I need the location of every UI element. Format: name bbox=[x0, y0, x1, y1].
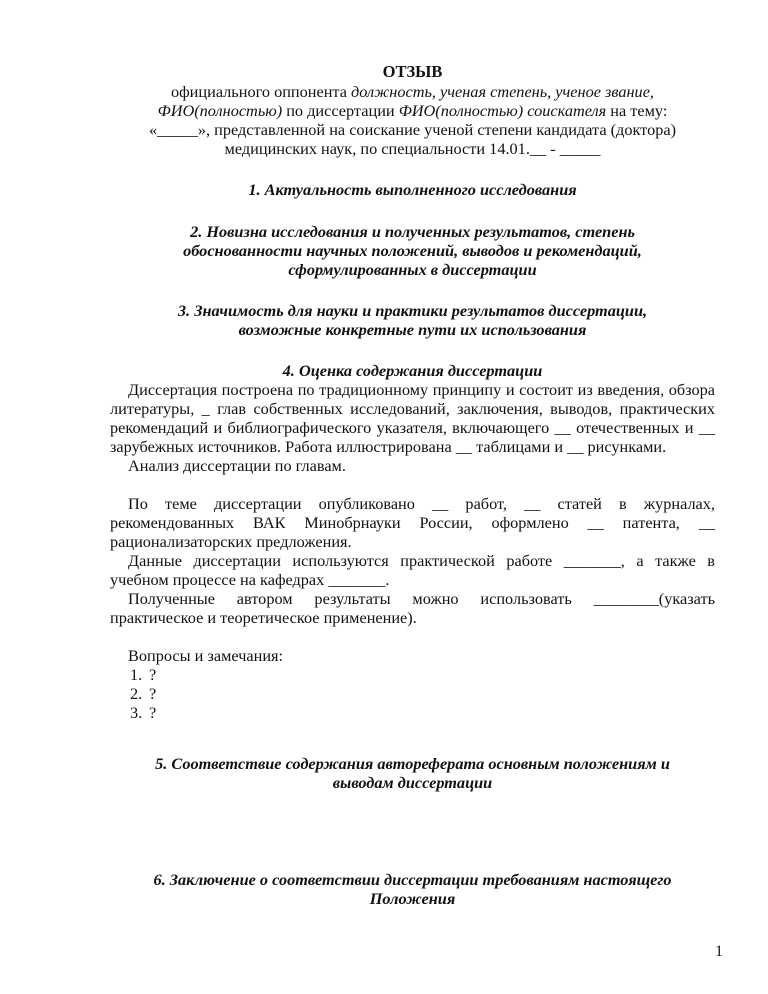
header-line-2-italic-2: ФИО(полностью) соискателя bbox=[398, 101, 607, 120]
header-line-3: «_____», представленной на соискание ученой степени кандидата (доктора) bbox=[148, 120, 676, 139]
question-number: 3. bbox=[130, 703, 143, 722]
paragraph-analysis: Анализ диссертации по главам. bbox=[128, 456, 346, 475]
questions-list bbox=[110, 665, 715, 722]
section-6-line-2: Положения bbox=[369, 889, 456, 908]
header-line-2 bbox=[110, 101, 715, 120]
section-4-heading: 4. Оценка содержания диссертации bbox=[282, 361, 543, 380]
question-item bbox=[130, 703, 715, 722]
section-6-line-1: 6. Заключение о соответствии диссертации требованиям настоящего bbox=[153, 870, 672, 889]
section-3-line-1: 3. Значимость для науки и практики результатов диссертации, bbox=[177, 301, 648, 320]
header-line-2-suffix: на тему: bbox=[606, 101, 668, 120]
header-line-1 bbox=[110, 82, 715, 101]
section-1-heading: 1. Актуальность выполненного исследования bbox=[248, 180, 577, 199]
section-2-heading bbox=[110, 222, 715, 279]
question-text: ? bbox=[149, 703, 157, 722]
paragraph-publications: По теме диссертации опубликовано __ работ, __ статей в журналах, рекомендованных ВАК Минобрнауки России, оформлено __ патента, __ рационализаторских предложения. bbox=[110, 494, 715, 551]
paragraph-results: Полученные автором результаты можно использовать ________(указать практическое и теоретическое применение). bbox=[110, 589, 715, 627]
section-3-line-2: возможные конкретные пути их использования bbox=[238, 320, 587, 339]
header-line-1-italic: должность, ученая степень, ученое звание, bbox=[351, 82, 654, 101]
section-5-heading bbox=[110, 754, 715, 792]
section-2-line-1: 2. Новизна исследования и полученных результатов, степень bbox=[190, 222, 635, 241]
question-number: 2. bbox=[130, 684, 143, 703]
question-number: 1. bbox=[130, 665, 143, 684]
question-item bbox=[130, 665, 715, 684]
section-3-heading bbox=[110, 301, 715, 339]
paragraph-structure: Диссертация построена по традиционному принципу и состоит из введения, обзора литературы, _ глав собственных исследований, заключения, выводов, практических рекомендаций и библиографического указателя, включающего __ отечественных и __ зарубежных источников. Работа иллюстрирована __ таблицами и __ рисунками. bbox=[110, 380, 715, 456]
section-2-line-2: обоснованности научных положений, выводов и рекомендаций, bbox=[183, 241, 642, 260]
page-number: 1 bbox=[715, 943, 723, 960]
section-5-line-2: выводам диссертации bbox=[332, 773, 493, 792]
question-item bbox=[130, 684, 715, 703]
question-text: ? bbox=[149, 665, 157, 684]
questions-title: Вопросы и замечания: bbox=[128, 646, 284, 665]
header-line-2-mid: по диссертации bbox=[282, 101, 399, 120]
document-title: ОТЗЫВ bbox=[382, 62, 443, 81]
paragraph-usage: Данные диссертации используются практической работе _______, а также в учебном процессе на кафедрах _______. bbox=[110, 551, 715, 589]
document-page bbox=[110, 62, 715, 908]
header-line-2-italic-1: ФИО(полностью) bbox=[157, 101, 283, 120]
section-5-line-1: 5. Соответствие содержания автореферата основным положениям и bbox=[155, 754, 670, 773]
header-line-4: медицинских наук, по специальности 14.01.__ - _____ bbox=[224, 139, 601, 158]
header-line-1-prefix: официального оппонента bbox=[170, 82, 352, 101]
section-2-line-3: сформулированных в диссертации bbox=[288, 260, 537, 279]
section-6-heading bbox=[110, 870, 715, 908]
spacer bbox=[110, 475, 715, 494]
questions-block bbox=[110, 646, 715, 665]
question-text: ? bbox=[149, 684, 157, 703]
